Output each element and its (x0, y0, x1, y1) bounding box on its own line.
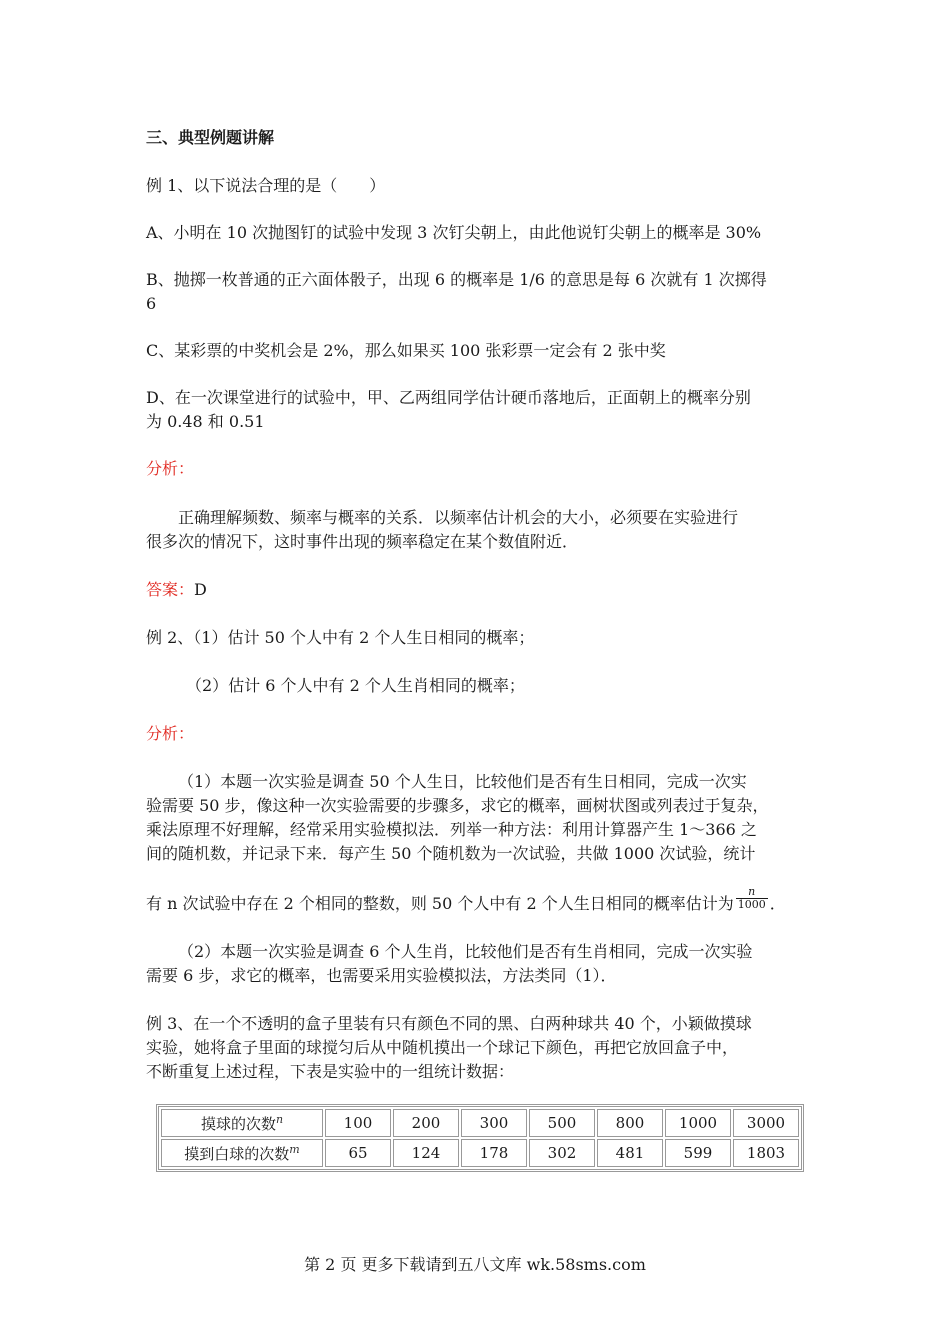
example3-line: 实验，她将盒子里面的球搅匀后从中随机摸出一个球记下颜色，再把它放回盒子中， (146, 1038, 739, 1057)
example1-answer (146, 578, 207, 602)
table-row (161, 1109, 799, 1137)
probability-fraction (736, 886, 768, 911)
fraction-numerator: n (736, 886, 768, 899)
table-cell: 65 (325, 1139, 391, 1167)
example1-option-a: A、小明在 10 次抛图钉的试验中发现 3 次钉尖朝上，由此他说钉尖朝上的概率是 30% (146, 223, 762, 242)
statistics-table (156, 1104, 804, 1172)
example1-option-b-cont: 6 (146, 294, 157, 313)
table-cell: 300 (461, 1109, 527, 1137)
example1-analysis-line: 正确理解频数、频率与概率的关系．以频率估计机会的大小，必须要在实验进行 (178, 508, 739, 527)
example1-option-b: B、抛掷一枚普通的正六面体骰子，出现 6 的概率是 1/6 的意思是每 6 次就有 1 次掷得 (146, 270, 767, 289)
table-cell: 3000 (733, 1109, 799, 1137)
example2-analysis-label: 分析： (146, 724, 195, 743)
part1-last-suffix: ． (769, 894, 786, 913)
example2-part2-line: 需要 6 步，求它的概率，也需要采用实验模拟法，方法类同（1）． (146, 966, 617, 985)
example1-option-c: C、某彩票的中奖机会是 2%，那么如果买 100 张彩票一定会有 2 张中奖 (146, 341, 666, 360)
table-cell: 1803 (733, 1139, 799, 1167)
part1-last-prefix: 有 n 次试验中存在 2 个相同的整数，则 50 个人中有 2 个人生日相同的概率估计为 (146, 894, 734, 913)
row-header-white: 摸到白球的次数$^m$ (161, 1139, 323, 1167)
section-heading: 三、典型例题讲解 (146, 128, 275, 147)
page-footer: 第 2 页 更多下载请到五八文库 wk.58sms.com (304, 1255, 646, 1274)
table-cell: 800 (597, 1109, 663, 1137)
example2-part1-line: 乘法原理不好理解，经常采用实验模拟法．列举一种方法：利用计算器产生 1～366 之 (146, 820, 757, 839)
example2-part1-line: 验需要 50 步，像这种一次实验需要的步骤多，求它的概率，画树状图或列表过于复杂， (146, 796, 769, 815)
example1-question: 例 1、以下说法合理的是（ ） (146, 176, 386, 195)
example1-option-d-cont: 为 0.48 和 0.51 (146, 412, 265, 431)
example1-analysis-line: 很多次的情况下，这时事件出现的频率稳定在某个数值附近． (146, 532, 579, 551)
example1-analysis-label: 分析： (146, 459, 195, 478)
answer-label: 答案： (146, 580, 195, 599)
example2-question-1: 例 2、（1）估计 50 个人中有 2 个人生日相同的概率； (146, 628, 535, 647)
table-cell: 200 (393, 1109, 459, 1137)
example2-question-2: （2）估计 6 个人中有 2 个人生肖相同的概率； (186, 676, 525, 695)
example3-line: 不断重复上述过程，下表是实验中的一组统计数据： (146, 1062, 515, 1081)
table-cell: 178 (461, 1139, 527, 1167)
row-header-trials: 摸球的次数$^n$ (161, 1109, 323, 1137)
table-cell: 124 (393, 1139, 459, 1167)
example3-line: 例 3、在一个不透明的盒子里装有只有颜色不同的黑、白两种球共 40 个，小颖做摸球 (146, 1014, 752, 1033)
table-row (161, 1139, 799, 1167)
example2-part2-line: （2）本题一次实验是调查 6 个人生肖，比较他们是否有生肖相同，完成一次实验 (178, 942, 753, 961)
example2-part1-line: 间的随机数，并记录下来．每产生 50 个随机数为一次试验，共做 1000 次试验，统计 (146, 844, 756, 863)
table-cell: 500 (529, 1109, 595, 1137)
example2-part1-last-line (146, 885, 786, 917)
example2-part1-line: （1）本题一次实验是调查 50 个人生日，比较他们是否有生日相同，完成一次实 (178, 772, 747, 791)
answer-value: D (194, 580, 207, 599)
table-cell: 1000 (665, 1109, 731, 1137)
table-cell: 302 (529, 1139, 595, 1167)
table-cell: 481 (597, 1139, 663, 1167)
example1-option-d: D、在一次课堂进行的试验中，甲、乙两组同学估计硬币落地后，正面朝上的概率分别 (146, 388, 751, 407)
table-cell: 100 (325, 1109, 391, 1137)
fraction-denominator: 1000 (737, 898, 766, 911)
table-cell: 599 (665, 1139, 731, 1167)
